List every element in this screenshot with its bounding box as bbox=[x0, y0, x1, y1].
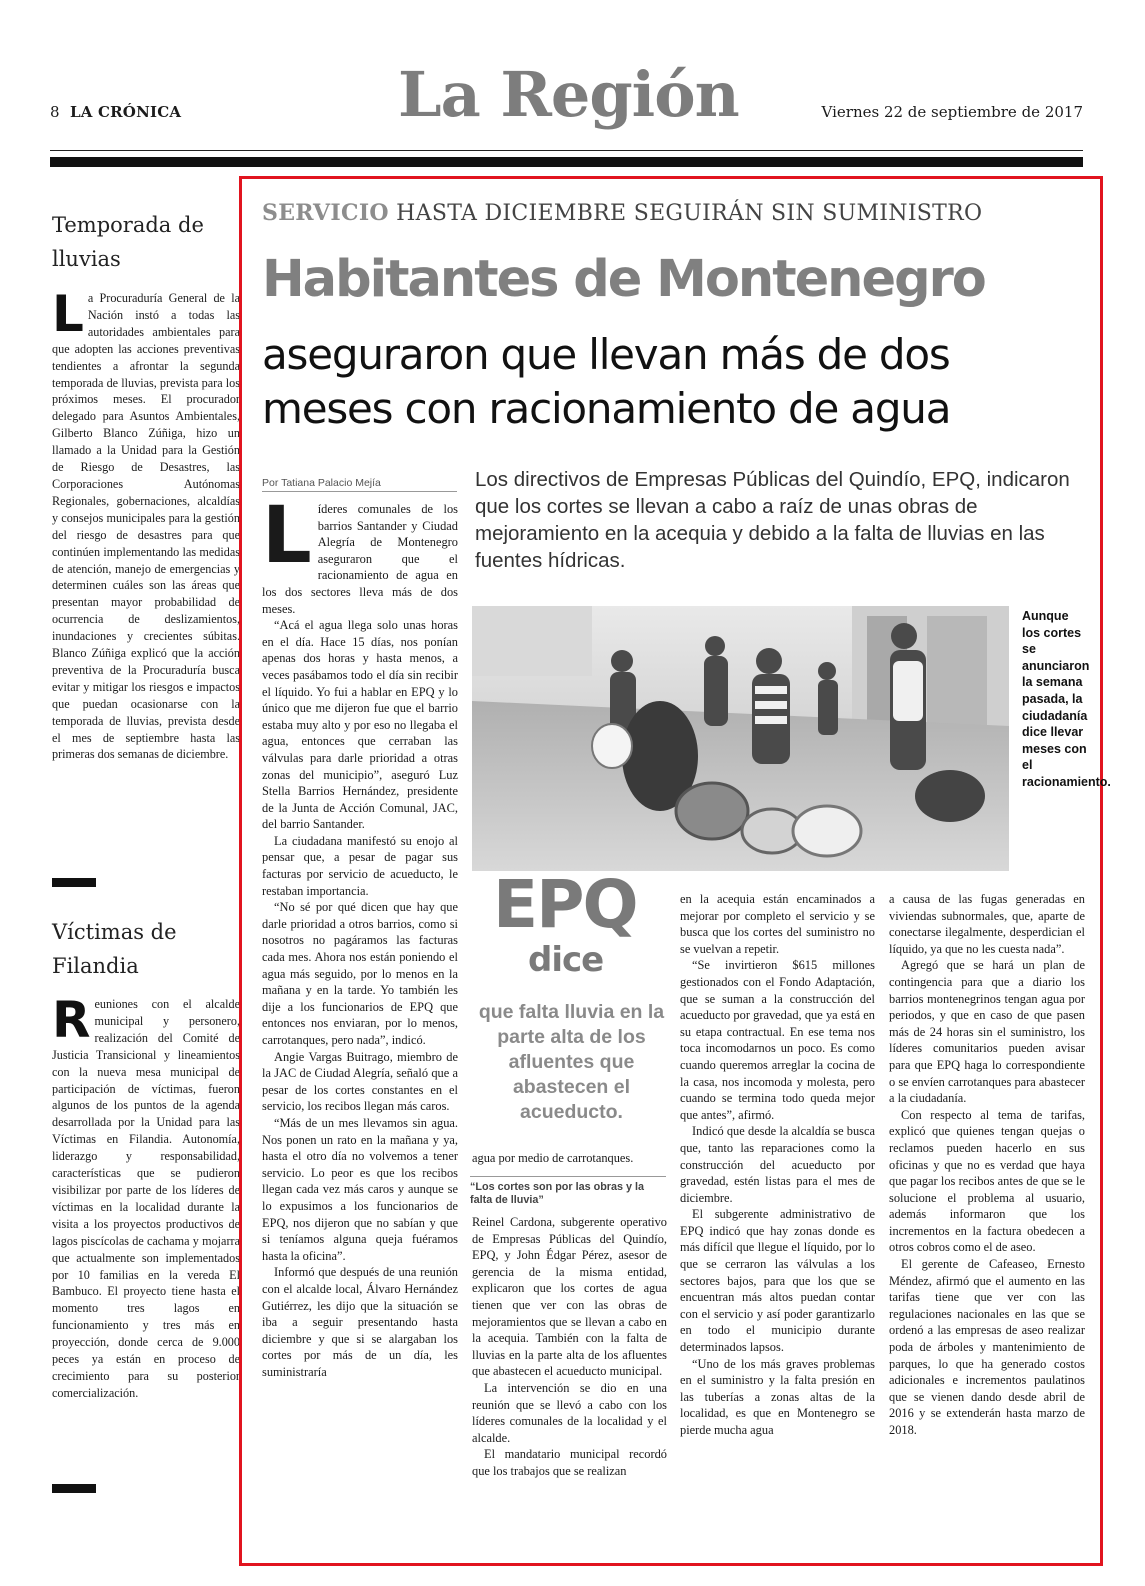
article-column-2-top bbox=[472, 1150, 667, 1170]
subtitle-rule bbox=[470, 1176, 666, 1177]
col4-paragraph: Con respecto al tema de tarifas, explicó que quienes tengan quejas o reclamos pueden hacerlo en sus oficinas y que no es verdad que haya que pagar los recibos antes de que se le solucione el problema al usuario, además informaron que los incrementos en la factura obedecen a otros cobros como el de aseo. bbox=[889, 1107, 1085, 1255]
article-intertitle: “Los cortes son por las obras y la falta de lluvia” bbox=[470, 1181, 645, 1206]
col1-paragraph: “Acá el agua llega solo unas horas en el día. Hace 15 días, nos ponían apenas dos horas y hasta menos, a veces pasábamos todo el día sin recibir el líquido. Yo fui a hablar en EPQ y lo único que me dijeron fue que el barrio estaba muy alto y por eso no llegaba el agua, entonces que cerraban las válvulas para darle prioridad a otras zonas del municipio”, aseguró Luz Stella Barrios Hernández, presidente de la Junta de Acción Comunal, JAC, del barrio Santander. bbox=[262, 618, 458, 832]
col1-paragraph: Informó que después de una reunión con el alcalde local, Álvaro Hernández Gutiérrez, les dijo que la situación se iba a seguir presentando hasta diciembre y que si se alargaban los cortes por más de un día, les suministraría bbox=[262, 1265, 458, 1379]
article-dropcap: L bbox=[262, 501, 312, 581]
masthead-rule-thick bbox=[50, 157, 1083, 167]
kicker-text: HASTA DICIEMBRE SEGUIRÁN SIN SUMINISTRO bbox=[388, 201, 983, 226]
article-column-2 bbox=[472, 1214, 667, 1560]
sidebar-story2-dropcap: R bbox=[52, 996, 91, 1049]
sidebar-story1-body bbox=[52, 290, 240, 862]
section-title: La Región bbox=[398, 58, 739, 131]
col1-paragraph: íderes comunales de los barrios Santander y Ciudad Alegría de Montenegro aseguraron que el racionamiento de agua en los dos sectores lleva más de dos meses. bbox=[262, 502, 458, 616]
article-lead: Los directivos de Empresas Públicas del Quindío, EPQ, indicaron que los cortes se llevan a cabo a raíz de unas obras de mejoramiento en la acequia y debido a la falta de lluvias en las fuentes hídricas. bbox=[475, 468, 1070, 572]
col2-paragraph: Reinel Cardona, subgerente operativo de Empresas Públicas del Quindío, EPQ, y John Édgar Pérez, asesor de gerencia de la misma entidad, explicaron que los cortes de agua tienen que ver con las obras de mejoramientos que se llevan a cabo en la acequia. También con la falta de lluvias en la parte alta de los afluentes que abastecen el acueducto municipal. bbox=[472, 1215, 667, 1379]
kicker-label: SERVICIO bbox=[262, 200, 389, 226]
article-column-4 bbox=[889, 891, 1085, 1559]
article-kicker bbox=[262, 200, 982, 226]
col3-paragraph: en la acequia están encaminados a mejorar por completo el servicio y se busca que los cortes del suministro no se vuelvan a repetir. bbox=[680, 892, 875, 956]
photo-residents-with-buckets bbox=[472, 606, 1009, 871]
sidebar-story2-text: euniones con el alcalde municipal y personero, realización del Comité de Justicia Transicional y lineamientos con la nueva mesa municipal de participación de víctimas, fueron algunos de los puntos de la agenda desarrollada por la Unidad para las Víctimas en Filandia. Autonomía, liderazgo y responsabilidad, características que se pudieron visibilizar por parte de los líderes de víctimas en la localidad durante la visita a los proyectos productivos de lagos piscícolas de cachama y mojarra que actualmente son implementados por 10 familias en la vereda El Bambuco. El proyecto tiene hasta el momento tres lagos en funcionamiento y tres más en proyección, donde cerca de 9.000 peces ya están en proceso de crecimiento para su posterior comercialización. bbox=[52, 997, 240, 1400]
col3-paragraph: “Uno de los más graves problemas en el suministro y la falta presión en las tuberías a zonas altas de la localidad, es que en Montenegro se pierde mucha agua bbox=[680, 1356, 875, 1437]
col2-paragraph: La intervención se dio en una reunión que se llevó a cabo con los líderes comunales de la localidad y el alcalde. bbox=[472, 1380, 667, 1445]
col2-paragraph: El mandatario municipal recordó que los trabajos que se realizan bbox=[472, 1447, 667, 1478]
col1-paragraph: “No sé por qué dicen que hay que darle prioridad a otros barrios, como si nosotros no pagáramos las facturas cada mes. Ahora nos están poniendo el agua más seguido, por lo menos en la mañana y en la tarde. Yo también les dije a los funcionarios de EPQ que entonces nos enviaran, por lo menos, carrotanques, pero nada”, indicó. bbox=[262, 900, 458, 1047]
sidebar-story1-text: a Procuraduría General de la Nación instó a todas las autoridades ambientales para que adopten las acciones preventivas tendientes a afrontar la segunda temporada de lluvias, prevista para los próximos meses. El procurador delegado para Asuntos Ambientales, Gilberto Blanco Zúñiga, hizo un llamado a la Unidad para la Gestión de Riesgo de Desastres, las Corporaciones Autónomas Regionales, gobernaciones, alcaldías y consejos municipales para la gestión del riesgo de desastres para que continúen implementando las medidas de atención, manejo de emergencias y determinen cuáles son las áreas que presentan mayor probabilidad de ocurrencia de deslizamientos, inundaciones y crecientes súbitas. Blanco Zúñiga explicó que la acción preventiva de la Procuraduría busca evitar y mitigar los riesgos e impactos que puedan ocasionarse con la temporada de lluvias, prevista desde el mes de septiembre hasta las primeras dos semanas de diciembre. bbox=[52, 291, 240, 762]
sidebar-end-bar bbox=[52, 1484, 96, 1493]
article-column-3 bbox=[680, 891, 875, 1559]
article-headline: Habitantes de Montenegro bbox=[262, 250, 985, 309]
article-subhead: aseguraron que llevan más de dos meses con racionamiento de agua bbox=[262, 330, 951, 433]
page-number: 8 bbox=[50, 103, 60, 121]
col1-paragraph: “Más de un mes llevamos sin agua. Nos ponen un rato en la mañana y ya, hasta el otro día no volvemos a tener servicio. Lo peor es que los recibos llegan cada vez más caros y aunque se lo expusimos a los funcionarios de EPQ, nos dijeron que no sabían y que si teníamos alguna queja fuéramos hasta la oficina”. bbox=[262, 1115, 458, 1263]
newspaper-name: LA CRÓNICA bbox=[70, 103, 182, 121]
col3-paragraph: “Se invirtieron $615 millones gestionados con el Fondo Adaptación, que se suman a la construcción del acueducto por gravedad, que ya está en su etapa contractual. En ese tema nos toca incomodarnos un poco. Es como cuando queremos arreglar la cocina de la casa, nos incomoda y molesta, pero cuando se termina todo queda mejor que antes”, afirmó. bbox=[680, 958, 875, 1122]
col3-paragraph: El subgerente administrativo de EPQ indicó que hay zonas donde es más difícil que llegue el líquido, por lo que se cerraron las válvulas a los sectores bajos, para que los que se encuentran más altos puedan contar con el servicio y así poder garantizarlo en todo el municipio durante determinados lapsos. bbox=[680, 1207, 875, 1355]
issue-date: Viernes 22 de septiembre de 2017 bbox=[821, 103, 1083, 121]
col4-paragraph: a causa de las fugas generadas en viviendas subnormales, que, aparte de conectarse ilegalmente, desperdician el líquido, ya que no les cuesta nada”. bbox=[889, 892, 1085, 956]
sidebar-story2-body bbox=[52, 996, 240, 1470]
pullquote-text: que falta lluvia en la parte alta de los afluentes que abastecen el acueducto. bbox=[478, 1001, 665, 1123]
col4-paragraph: Agregó que se hará un plan de contingencia para que a diario los barrios montenegrinos tengan agua por periodos, y que en caso de que pasen más de 24 horas sin el suministro, los líderes comunitarios pueden avisar para que EPQ haga lo correspondiente o se envíen carrotanques para abastecer a la ciudadanía. bbox=[889, 958, 1085, 1106]
sidebar-story2-title: Víctimas de Filandia bbox=[52, 920, 177, 978]
article-photo bbox=[472, 606, 1009, 871]
article-byline: Por Tatiana Palacio Mejía bbox=[262, 477, 381, 489]
col3-paragraph: Indicó que desde la alcaldía se busca que, tanto las reparaciones como la construcción del acueducto por gravedad, estén listas para el mes de diciembre. bbox=[680, 1124, 875, 1205]
byline-rule bbox=[262, 491, 457, 492]
article-column-1 bbox=[262, 501, 458, 1559]
col4-paragraph: El gerente de Cafeaseo, Ernesto Méndez, afirmó que el aumento en las tarifas tiene que ver con las regulaciones nacionales en las que se ordenó a las empresas de aseo realizar poda de árboles y mantenimiento de parques, lo que ha generado costos adicionales e incrementos paulatinos que se vienen dando desde abril de 2016 y se extenderán hasta marzo de 2018. bbox=[889, 1257, 1085, 1437]
photo-caption: Aunque los cortes se anunciaron la semana pasada, la ciudadanía dice llevar meses con el racionamiento. bbox=[1022, 609, 1111, 789]
col1-paragraph: La ciudadana manifestó su enojo al pensar que, a pesar de pagar sus facturas por servicio de acueducto, le restaban importancia. bbox=[262, 833, 458, 898]
masthead-rule-thin bbox=[50, 150, 1083, 151]
sidebar-story1-dropcap: L bbox=[52, 290, 84, 343]
col2-paragraph: agua por medio de carrotanques. bbox=[472, 1151, 634, 1165]
pullquote-heading: EPQ bbox=[493, 866, 637, 943]
sidebar-divider bbox=[52, 878, 96, 887]
col1-paragraph: Angie Vargas Buitrago, miembro de la JAC de Ciudad Alegría, señaló que a pesar de los cortes constantes en el servicio, los recibos llegan más caros. bbox=[262, 1049, 458, 1114]
pullquote-subheading: dice bbox=[528, 940, 604, 980]
sidebar-story1-title: Temporada de lluvias bbox=[52, 213, 204, 271]
